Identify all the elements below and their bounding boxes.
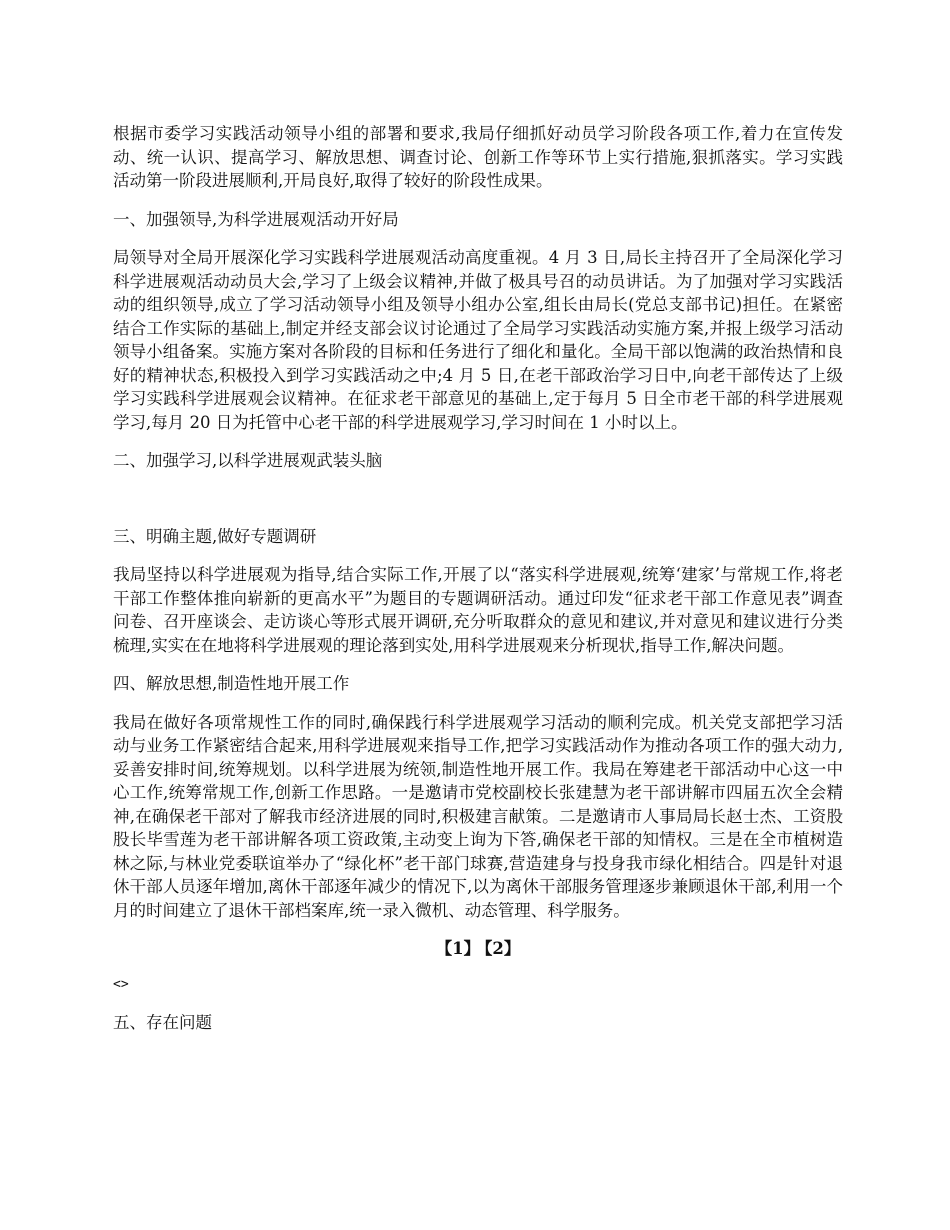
section-2-heading: 二、加强学习,以科学进展观武装头脑 [113, 451, 383, 470]
section-3-heading: 三、明确主题,做好专题调研 [113, 526, 317, 546]
nav-marker: <> [113, 976, 129, 992]
intro-paragraph: 根据市委学习实践活动领导小组的部署和要求,我局仔细抓好动员学习阶段各项工作,着力在宣传发动、统一认识、提高学习、解放思想、调查讨论、创新工作等环节上实行措施,狠抓落实。学习实践活动第一阶段进展顺利,开局良好,取得了较好的阶段性成果。 [113, 124, 843, 190]
pagination [113, 937, 843, 961]
section-4-body: 我局在做好各项常规性工作的同时,确保践行科学进展观学习活动的顺利完成。机关党支部把学习活动与业务工作紧密结合起来,用科学进展观来指导工作,把学习实践活动作为推动各项工作的强大动力,妥善安排时间,统筹规划。以科学进展为统领,制造性地开展工作。我局在筹建老干部活动中心这一中心工作,统筹常规工作,创新工作思路。一是邀请市党校副校长张建慧为老干部讲解市四届五次全会精神,在确保老干部对了解我市经济进展的同时,积极建言献策。二是邀请市人事局局长赵士杰、工资股股长毕雪莲为老干部讲解各项工资政策,主动变上询为下答,确保老干部的知情权。三是在全市植树造林之际,与林业党委联谊举办了“绿化杯”老干部门球赛,营造建身与投身我市绿化相结合。四是针对退休干部人员逐年增加,离休干部逐年减少的情况下,以为离休干部服务管理逐步兼顾退休干部,利用一个月的时间建立了退休干部档案库,统一录入微机、动态管理、科学服务。 [113, 712, 843, 920]
page-1-link[interactable]: 【1】 [435, 939, 481, 958]
page-2-link[interactable]: 【2】 [484, 939, 521, 958]
section-2-blank-space [113, 488, 843, 525]
section-1-body: 局领导对全局开展深化学习实践科学进展观活动高度重视。4 月 3 日,局长主持召开了全局深化学习科学进展观活动动员大会,学习了上级会议精神,并做了极具号召的动员讲话。为了加强对学习实践活动的组织领导,成立了学习活动领导小组及领导小组办公室,组长由局长(党总支部书记)担任。在紧密结合工作实际的基础上,制定并经支部会议讨论通过了全局学习实践活动实施方案,并报上级学习活动领导小组备案。实施方案对各阶段的目标和任务进行了细化和量化。全局干部以饱满的政治热情和良好的精神状态,积极投入到学习实践活动之中;4 月 5 日,在老干部政治学习日中,向老干部传达了上级学习实践科学进展观会议精神。在征求老干部意见的基础上,定于每月 5 日全市老干部的科学进展观学习,每月 20 日为托管中心老干部的科学进展观学习,学习时间在 1 小时以上。 [113, 248, 843, 432]
document-page [113, 122, 843, 1050]
section-3-body: 我局坚持以科学进展观为指导,结合实际工作,开展了以“落实科学进展观,统筹‘建家’与常规工作,将老干部工作整体推向崭新的更高水平”为题目的专题调研活动。通过印发“征求老干部工作意见表”调查问卷、召开座谈会、走访谈心等形式展开调研,充分听取群众的意见和建议,并对意见和建议进行分类梳理,实实在在地将科学进展观的理论落到实处,用科学进展观来分析现状,指导工作,解决问题。 [113, 565, 843, 655]
section-1-heading: 一、加强领导,为科学进展观活动开好局 [113, 209, 399, 229]
section-5-heading: 五、存在问题 [113, 1013, 212, 1032]
section-4-heading: 四、解放思想,制造性地开展工作 [113, 674, 350, 693]
